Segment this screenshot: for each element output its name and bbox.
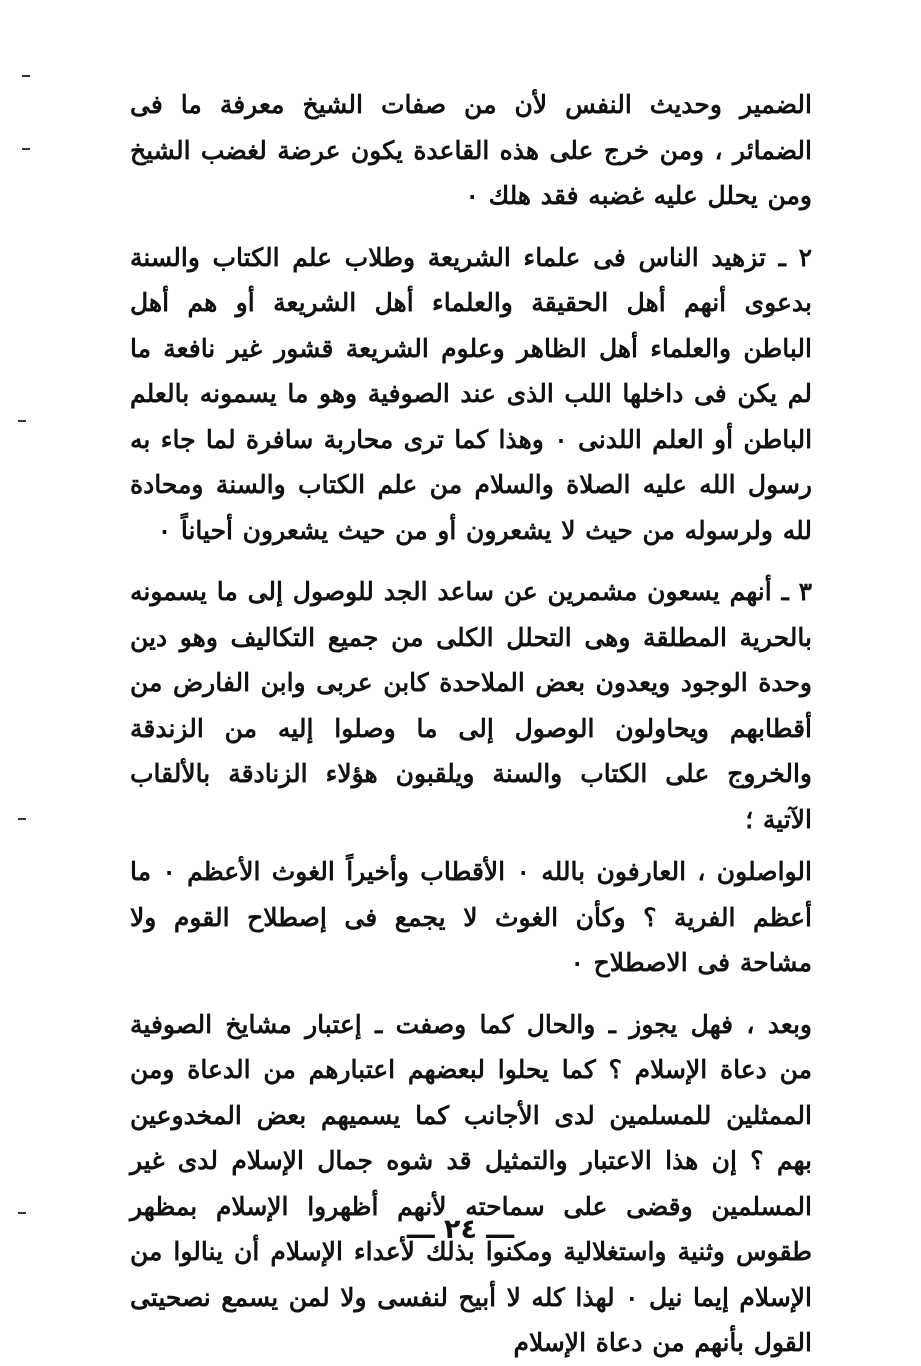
paragraph-3: ٣ ـ أنهم يسعون مشمرين عن ساعد الجد للوصول إلى ما يسمونه بالحرية المطلقة وهى التحلل الكلى من جميع التكاليف وهو دين وحدة الوجود ويعدون بعض الملاحدة كابن عربى وابن الفارض من أقطابهم ويحاولون الوصول إلى ما وصلوا إليه من الزندقة والخروج على الكتاب والسنة ويلقبون هؤلاء الزنادقة بالألقاب الآتية ؛ <box>130 577 812 834</box>
margin-mark <box>22 75 30 77</box>
paragraph-5: وبعد ، فهل يجوز ـ والحال كما وصفت ـ إعتبار مشايخ الصوفية من دعاة الإسلام ؟ كما يحلوا لبعضهم اعتبارهم من الدعاة ومن الممثلين للمسلمين لدى الأجانب كما يسميهم بعض المخدوعين بهم ؟ إن هذا الاعتبار والتمثيل قد شوه جمال الإسلام لدى غير المسلمين وقضى على سماحته لأنهم أظهروا الإسلام بمظهر طقوس وثنية واستغلالية ومكنوا بذلك لأعداء الإسلام أن ينالوا من الإسلام إيما نيل ٠ لهذا كله لا أبيح لنفسى ولا لمن يسمع نصحيتى القول بأنهم من دعاة الإسلام <box>130 1009 812 1357</box>
margin-mark <box>18 420 26 422</box>
margin-mark <box>22 148 30 150</box>
paragraph-1: الضمير وحديث النفس لأن من صفات الشيخ معرفة ما فى الضمائر ، ومن خرج على هذه القاعدة يكون عرضة لغضب الشيخ ومن يحلل عليه غضبه فقد هلك ٠ <box>130 90 812 210</box>
body-text <box>130 82 812 1366</box>
margin-mark <box>18 818 26 820</box>
paragraph-4: الواصلون ، العارفون بالله ٠ الأقطاب وأخيراً الغوث الأعظم ٠ ما أعظم الفرية ؟ وكأن الغوث لا يجمع فى إصطلاح القوم ولا مشاحة فى الاصطلاح ٠ <box>130 857 812 977</box>
paragraph-2: ٢ ـ تزهيد الناس فى علماء الشريعة وطلاب علم الكتاب والسنة بدعوى أنهم أهل الحقيقة والعلماء أهل الشريعة أو هم أهل الباطن والعلماء أهل الظاهر وعلوم الشريعة قشور غير نافعة ما لم يكن فى داخلها اللب الذى عند الصوفية وهو ما يسمونه بالعلم الباطن أو العلم اللدنى ٠ وهذا كما ترى محاربة سافرة لما جاء به رسول الله عليه الصلاة والسلام من علم الكتاب والسنة ومحادة لله ولرسوله من حيث لا يشعرون أو من حيث يشعرون أحياناً ٠ <box>130 242 813 545</box>
page-number: ـــ ٢٤ ـــ <box>406 1214 515 1245</box>
